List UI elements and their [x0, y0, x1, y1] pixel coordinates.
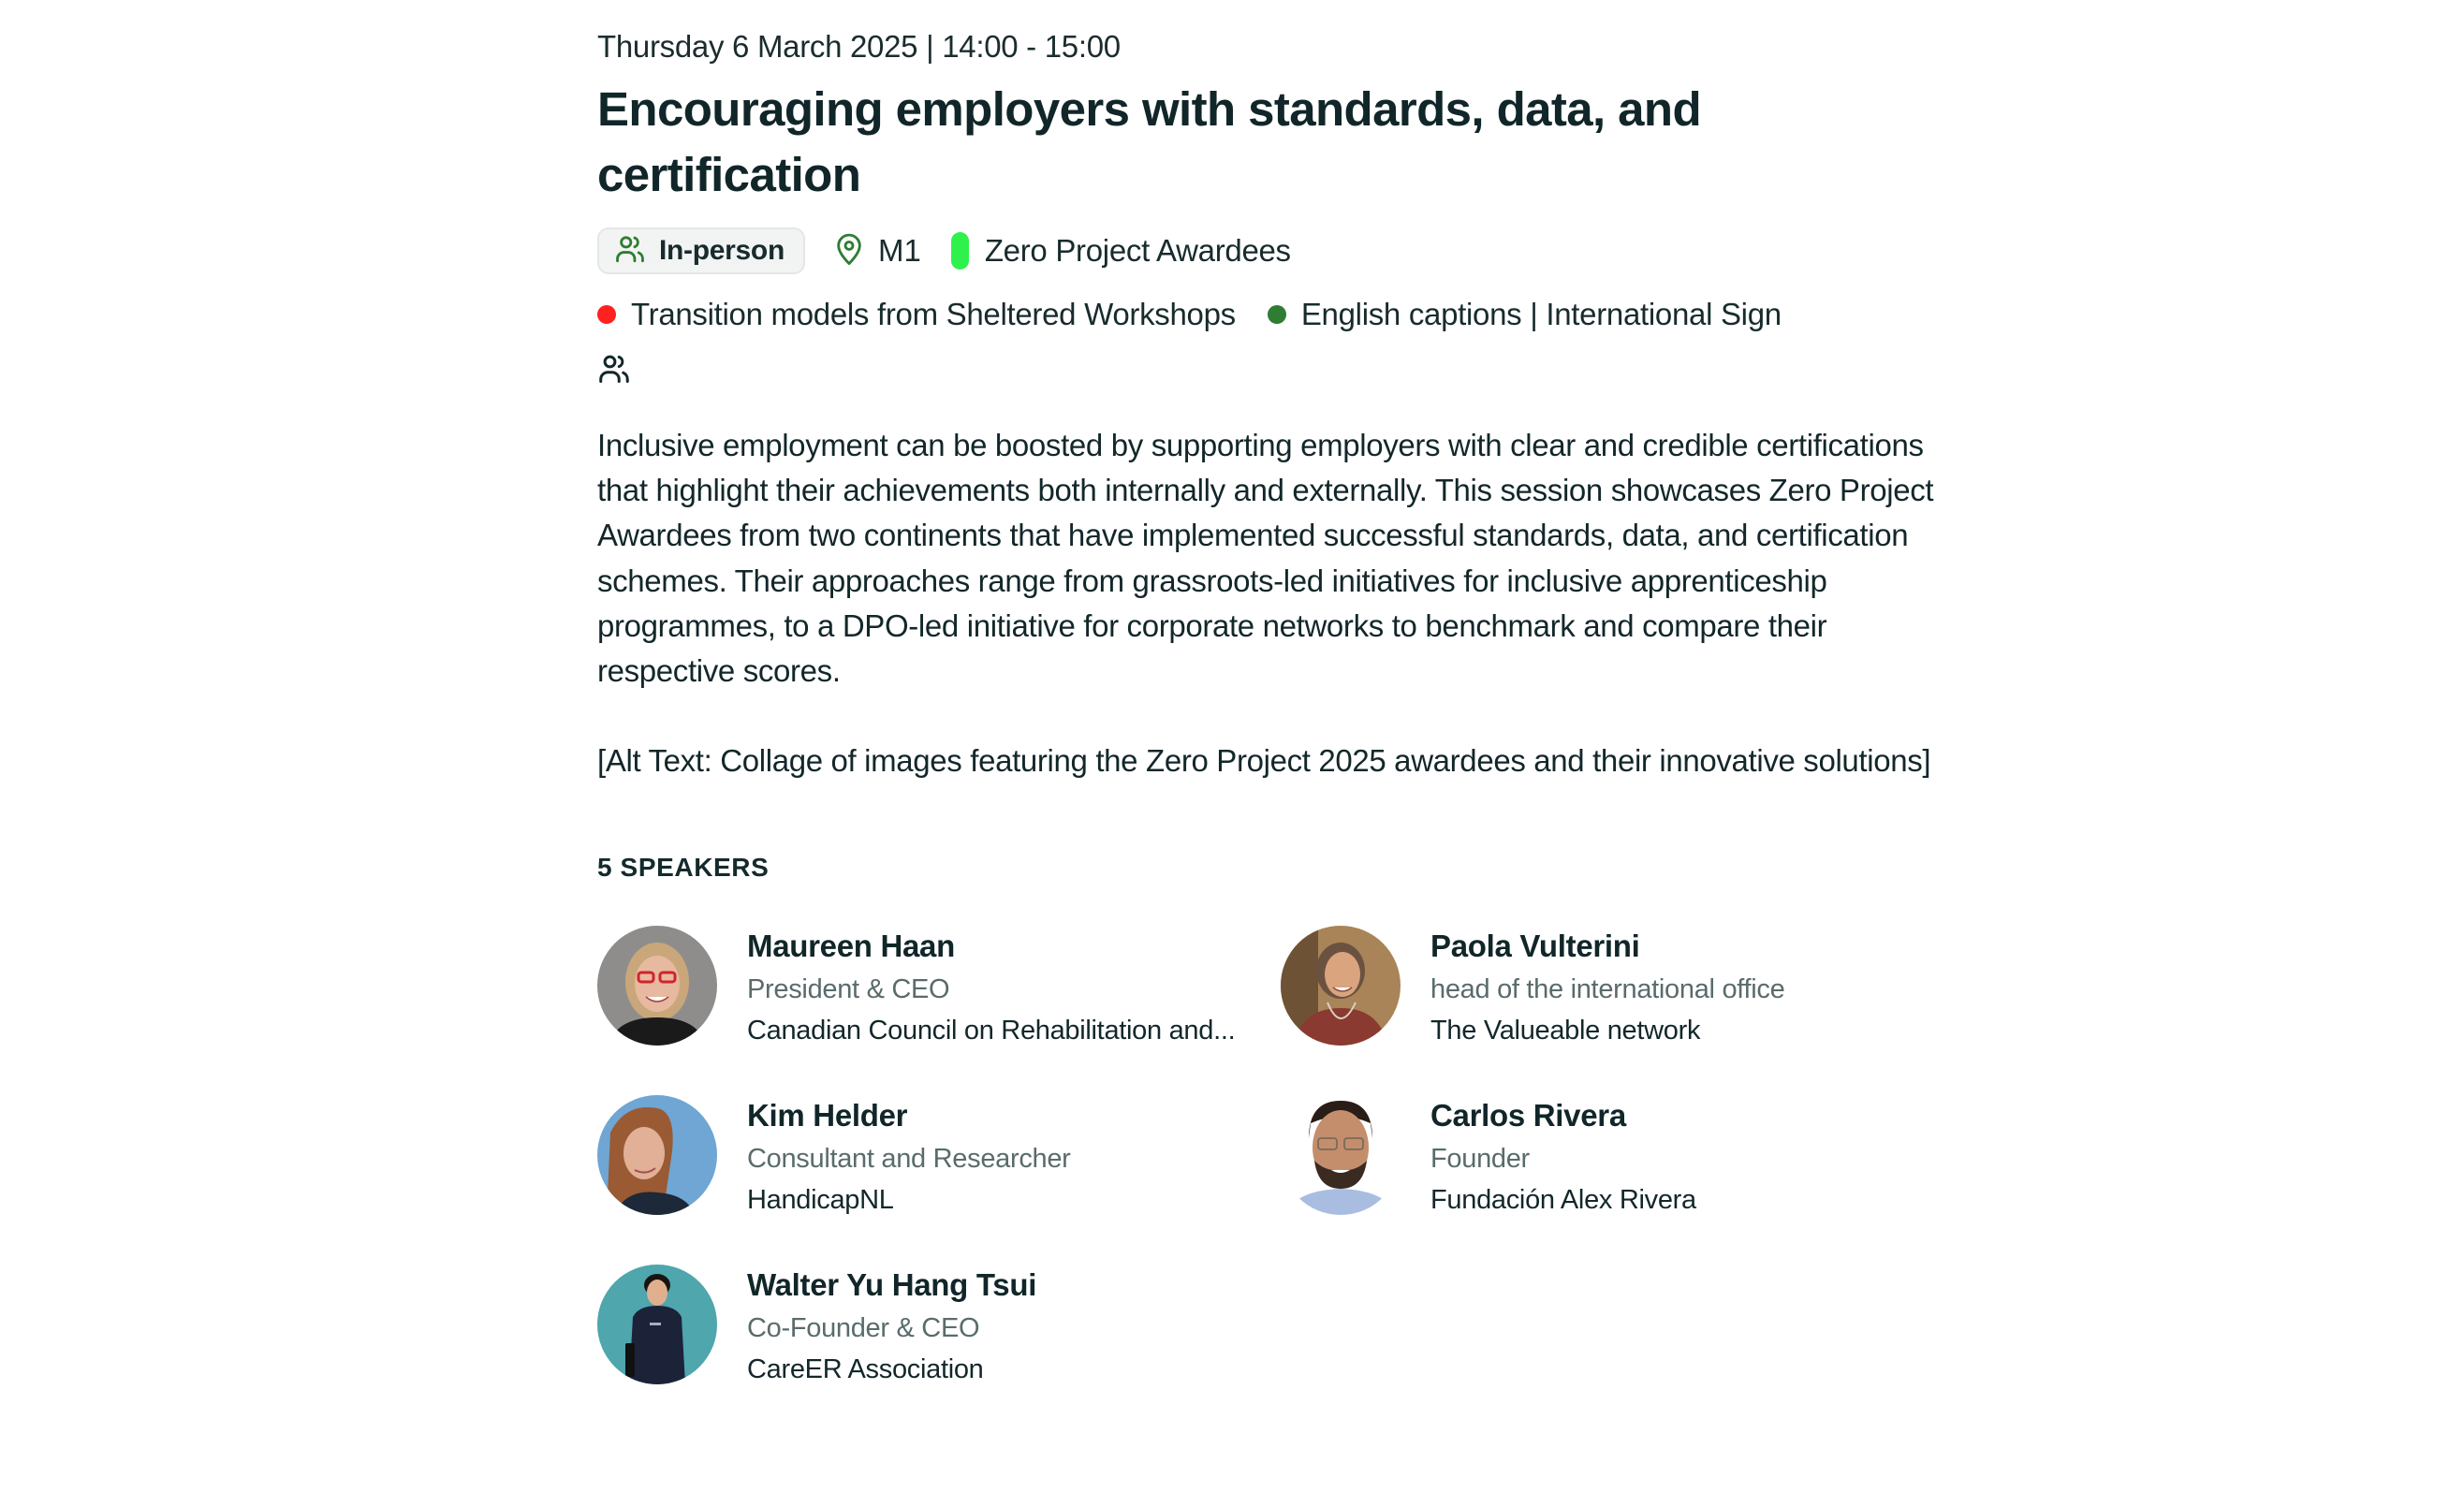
avatar — [1281, 1095, 1401, 1215]
speaker-info — [747, 1095, 1271, 1221]
session-description — [597, 423, 1945, 783]
speaker-card[interactable] — [597, 926, 1281, 1046]
description-paragraph: Inclusive employment can be boosted by supporting employers with clear and credible certifications that highlight their achievements both internally and externally. This session showcases Zero Project Awardees from two continents that have implemented successful standards, data, and certification schemes. Their approaches range from grassroots-led initiatives for inclusive apprenticeship programmes, to a DPO-led initiative for corporate networks to benchmark and compare their respective scores. — [597, 428, 1934, 689]
avatar — [1281, 926, 1401, 1046]
speaker-name: Paola Vulterini — [1430, 929, 1640, 964]
avatar — [597, 926, 717, 1046]
topic-tag — [597, 297, 1236, 332]
avatar — [597, 1265, 717, 1384]
format-badge[interactable] — [597, 227, 805, 274]
speaker-role: Co-Founder & CEO — [747, 1313, 980, 1344]
avatar — [597, 1095, 717, 1215]
alt-text-paragraph: [Alt Text: Collage of images featuring the Zero Project 2025 awardees and their innovative solutions] — [597, 743, 1931, 779]
location-tag — [833, 231, 921, 271]
speakers-list — [597, 926, 1945, 1384]
speakers-heading: 5 SPEAKERS — [597, 853, 770, 883]
speaker-role: Consultant and Researcher — [747, 1144, 1071, 1175]
speaker-card[interactable] — [1281, 926, 1964, 1046]
session-tags — [597, 227, 1945, 275]
topics-row — [597, 290, 1945, 339]
speaker-info — [1430, 926, 1955, 1051]
speaker-name: Carlos Rivera — [1430, 1098, 1626, 1134]
speaker-name: Maureen Haan — [747, 929, 955, 964]
location-label: M1 — [877, 233, 921, 268]
track-tag — [951, 232, 1291, 270]
session-detail — [597, 24, 1945, 1384]
speaker-info — [747, 1265, 1271, 1390]
audience-users-icon — [597, 352, 633, 388]
users-icon — [614, 233, 646, 270]
speaker-organization: The Valueable network — [1430, 1016, 1701, 1046]
session-datetime: Thursday 6 March 2025 | 14:00 - 15:00 — [597, 29, 1121, 64]
speaker-info — [747, 926, 1271, 1051]
session-title: Encouraging employers with standards, data, and certification — [597, 82, 1702, 201]
topic-label: Transition models from Sheltered Workshops — [631, 297, 1236, 331]
speaker-organization: HandicapNL — [747, 1185, 894, 1216]
speaker-card[interactable] — [597, 1265, 1281, 1384]
format-label: In-person — [659, 235, 785, 266]
track-color-bar — [951, 232, 969, 270]
speaker-organization: Canadian Council on Rehabilitation and... — [747, 1016, 1236, 1046]
topic-color-dot — [597, 305, 616, 324]
speaker-role: Founder — [1430, 1144, 1530, 1175]
topic-label: English captions | International Sign — [1300, 297, 1782, 331]
topic-color-dot — [1268, 305, 1286, 324]
speaker-name: Walter Yu Hang Tsui — [747, 1267, 1037, 1303]
speaker-info — [1430, 1095, 1955, 1221]
speaker-organization: Fundación Alex Rivera — [1430, 1185, 1696, 1216]
track-label: Zero Project Awardees — [984, 233, 1291, 268]
speaker-name: Kim Helder — [747, 1098, 908, 1134]
topic-tag — [1268, 297, 1782, 332]
speaker-organization: CareER Association — [747, 1354, 984, 1385]
speaker-role: head of the international office — [1430, 974, 1785, 1005]
speaker-role: President & CEO — [747, 974, 950, 1005]
map-pin-icon — [833, 231, 865, 271]
speaker-card[interactable] — [1281, 1095, 1964, 1215]
speaker-card[interactable] — [597, 1095, 1281, 1215]
